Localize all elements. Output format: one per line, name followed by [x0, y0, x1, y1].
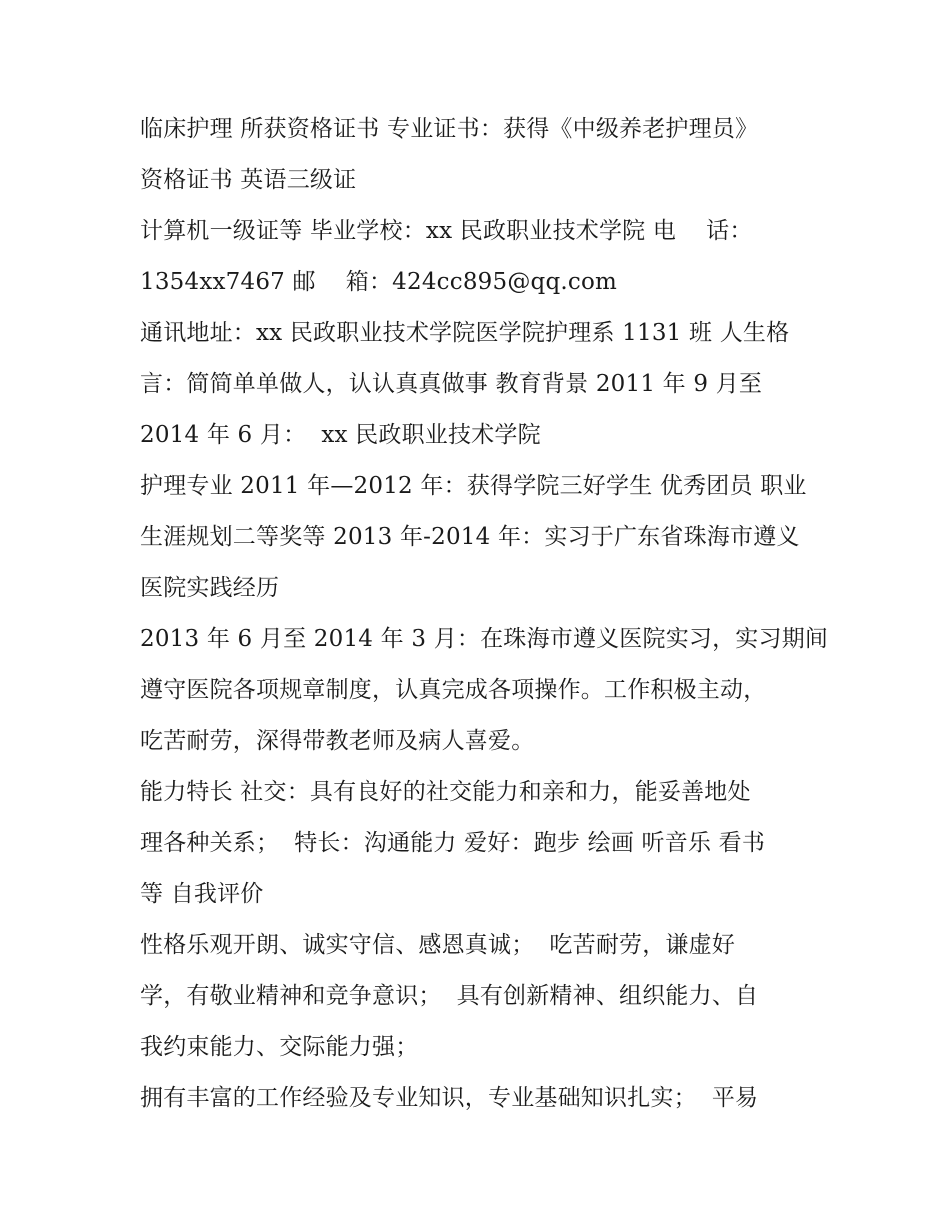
text-line: 我约束能力、交际能力强； [140, 1034, 419, 1060]
text-line: 临床护理 所获资格证书 专业证书：获得《中级养老护理员》 [140, 116, 759, 142]
text-line: 1354xx7467 邮 箱：424cc895@qq.com [140, 269, 618, 295]
text-line: 医院实践经历 [140, 575, 280, 601]
text-line: 言：简简单单做人，认认真真做事 教育背景 2011 年 9 月至 [140, 371, 763, 397]
text-line: 通讯地址：xx 民政职业技术学院医学院护理系 1131 班 人生格 [140, 320, 790, 346]
text-line: 遵守医院各项规章制度，认真完成各项操作。工作积极主动， [140, 677, 767, 703]
text-line: 理各种关系； 特长：沟通能力 爱好：跑步 绘画 听音乐 看书 [140, 830, 766, 856]
text-line: 能力特长 社交：具有良好的社交能力和亲和力，能妥善地处 [140, 779, 751, 805]
text-line: 学，有敬业精神和竞争意识； 具有创新精神、组织能力、自 [140, 983, 759, 1009]
text-line: 等 自我评价 [140, 881, 264, 907]
text-line: 护理专业 2011 年—2012 年：获得学院三好学生 优秀团员 职业 [140, 473, 807, 499]
text-line: 资格证书 英语三级证 [140, 167, 357, 193]
text-line: 吃苦耐劳，深得带教老师及病人喜爱。 [140, 728, 535, 754]
text-line: 2014 年 6 月： xx 民政职业技术学院 [140, 422, 541, 448]
text-line: 2013 年 6 月至 2014 年 3 月：在珠海市遵义医院实习，实习期间 [140, 626, 829, 652]
text-line: 计算机一级证等 毕业学校：xx 民政职业技术学院 电 话： [140, 218, 753, 244]
text-line: 拥有丰富的工作经验及专业知识，专业基础知识扎实； 平易 [140, 1085, 759, 1111]
text-line: 性格乐观开朗、诚实守信、感恩真诚； 吃苦耐劳，谦虚好 [140, 932, 736, 958]
text-line: 生涯规划二等奖等 2013 年-2014 年：实习于广东省珠海市遵义 [140, 524, 800, 550]
document-body [140, 104, 830, 1124]
